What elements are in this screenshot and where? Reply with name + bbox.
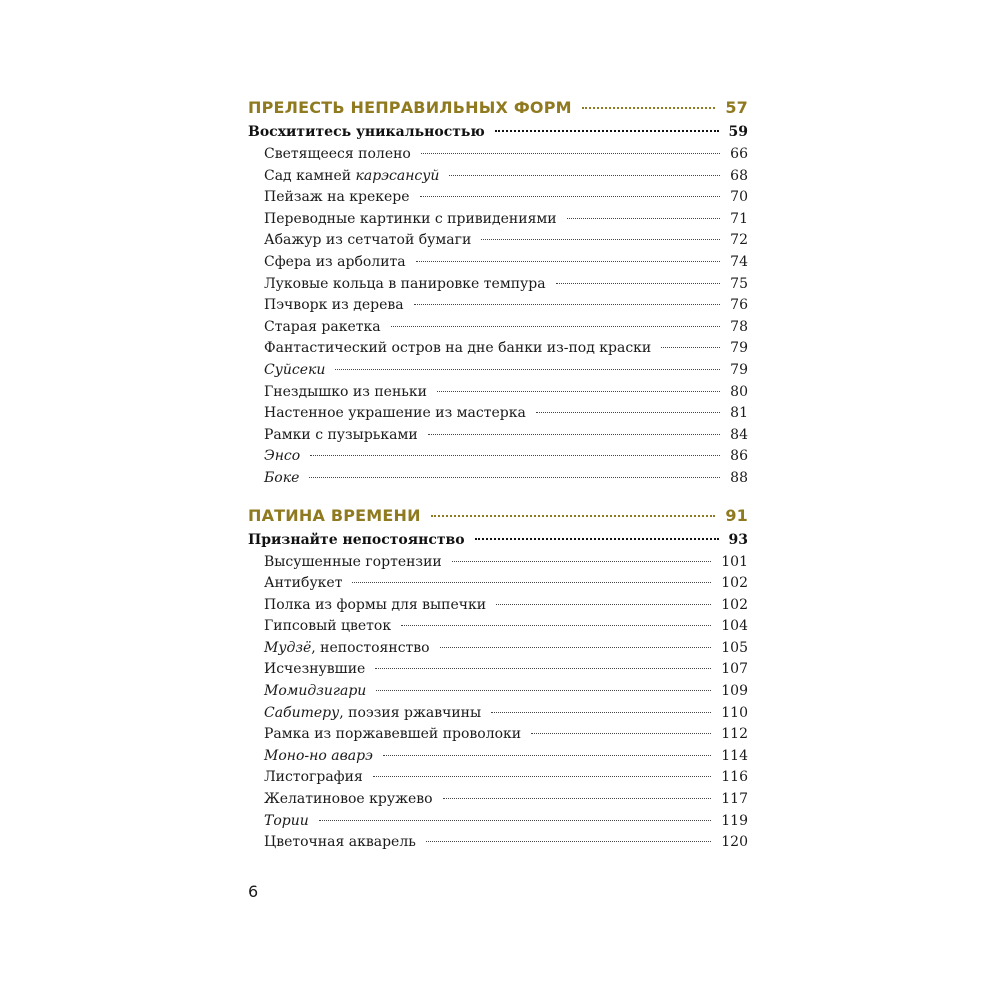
entry-page-number: 78 [730, 318, 748, 335]
toc-entry [248, 189, 748, 211]
dot-leader [582, 107, 716, 109]
entry-page-number: 105 [721, 639, 748, 656]
entry-title [264, 146, 411, 162]
entry-page-number: 66 [730, 146, 748, 162]
dot-leader [491, 712, 711, 713]
entry-title-part: Старая ракетка [264, 318, 381, 335]
toc-entry [248, 168, 748, 190]
entry-title [264, 575, 342, 591]
part-heading [248, 98, 748, 124]
entry-page-number: 110 [721, 704, 748, 721]
toc-entry [248, 448, 748, 470]
entry-title-part: Абажур из сетчатой бумаги [264, 232, 472, 249]
entry-title [264, 748, 373, 764]
toc-entry [248, 232, 748, 254]
dot-leader [495, 130, 719, 132]
toc-entry [248, 319, 748, 341]
entry-title-part: Луковые кольца в панировке темпура [264, 275, 546, 292]
chapter-title: Восхититесь уникальностью [248, 124, 485, 140]
dot-leader [661, 347, 720, 348]
entry-title [264, 554, 442, 570]
entry-page-number: 80 [730, 383, 748, 400]
entry-title [264, 232, 471, 248]
dot-leader [437, 391, 720, 392]
entry-title-part: Настенное украшение из мастерка [264, 405, 526, 422]
dot-leader [391, 326, 721, 327]
toc-entry [248, 340, 748, 362]
dot-leader [481, 239, 720, 240]
entry-title [264, 640, 430, 656]
entry-title [264, 319, 381, 335]
chapter-page-number: 93 [728, 531, 748, 548]
toc-entry [248, 146, 748, 168]
dot-leader [556, 283, 721, 284]
entry-title [264, 683, 366, 699]
dot-leader [335, 369, 720, 370]
entry-title [264, 597, 486, 613]
entry-page-number: 88 [730, 469, 748, 486]
part-page-number: 91 [725, 505, 748, 525]
part-heading [248, 506, 748, 532]
entry-page-number: 74 [730, 253, 748, 270]
entry-page-number: 71 [730, 210, 748, 227]
entry-title [264, 427, 418, 443]
entry-page-number: 70 [730, 189, 748, 206]
entry-title-part: Моно-но аварэ [264, 747, 373, 764]
entry-page-number: 102 [721, 596, 748, 613]
entry-page-number: 117 [721, 791, 748, 808]
chapter-page-number: 59 [728, 124, 748, 140]
dot-leader [440, 647, 712, 648]
dot-leader [536, 412, 720, 413]
toc-entry [248, 405, 748, 427]
entry-page-number: 101 [721, 553, 748, 570]
entry-title-part: Боке [264, 469, 300, 486]
toc-entry [248, 769, 748, 791]
table-of-contents [248, 98, 748, 856]
entry-title-part: Мудзё [264, 639, 312, 656]
entry-page-number: 104 [721, 618, 748, 635]
entry-title-part: Рамки с пузырьками [264, 426, 418, 443]
toc-entry [248, 254, 748, 276]
entry-title-part: Момидзигари [264, 683, 367, 700]
entry-title-part: , непостоянство [311, 639, 430, 656]
dot-leader [449, 175, 720, 176]
entry-page-number: 76 [730, 297, 748, 314]
entry-title-part: Антибукет [264, 575, 343, 592]
entry-title [264, 834, 416, 850]
chapter-title: Признайте непостоянство [248, 531, 465, 548]
toc-entry [248, 661, 748, 683]
entry-title-part: Тории [264, 812, 309, 829]
dot-leader [401, 625, 711, 626]
entry-title-part: Сабитеру [264, 704, 340, 721]
dot-leader [420, 196, 721, 197]
entry-title [264, 661, 365, 677]
entry-page-number: 86 [730, 448, 748, 465]
toc-entry [248, 276, 748, 298]
dot-leader [567, 218, 721, 219]
toc-entry [248, 427, 748, 449]
dot-leader [375, 668, 711, 669]
dot-leader [426, 841, 711, 842]
chapter-heading [248, 532, 748, 554]
toc-entry [248, 297, 748, 319]
dot-leader [319, 820, 712, 821]
entry-title-part: Суйсеки [264, 361, 326, 378]
entry-title [264, 340, 651, 356]
entry-title [264, 769, 363, 785]
entry-title [264, 791, 433, 807]
entry-title-part: Высушенные гортензии [264, 553, 442, 570]
entry-title [264, 448, 300, 464]
dot-leader [443, 798, 712, 799]
entry-title-part: Фантастический остров на дне банки из-под краски [264, 340, 652, 357]
entry-title-part: Энсо [264, 448, 301, 465]
entry-page-number: 107 [721, 661, 748, 678]
dot-leader [416, 261, 721, 262]
entry-page-number: 72 [730, 232, 748, 249]
dot-leader [414, 304, 721, 305]
entry-page-number: 84 [730, 426, 748, 443]
entry-title [264, 168, 439, 184]
toc-entry [248, 748, 748, 770]
entry-title [264, 726, 521, 742]
dot-leader [352, 582, 711, 583]
dot-leader [475, 538, 719, 540]
toc-entry [248, 813, 748, 835]
dot-leader [496, 604, 711, 605]
dot-leader [376, 690, 711, 691]
part-page-number: 57 [725, 98, 748, 117]
entry-title-part: Пэчворк из дерева [264, 297, 404, 314]
entry-title-part: Исчезнувшие [264, 661, 366, 678]
entry-title [264, 297, 404, 313]
part-title: ПАТИНА ВРЕМЕНИ [248, 505, 421, 525]
entry-page-number: 120 [721, 834, 748, 851]
entry-page-number: 68 [730, 167, 748, 184]
entry-page-number: 79 [730, 340, 748, 357]
entry-page-number: 102 [721, 575, 748, 592]
entry-page-number: 114 [721, 747, 748, 764]
toc-entry [248, 640, 748, 662]
dot-leader [309, 477, 720, 478]
dot-leader [373, 776, 711, 777]
toc-entry [248, 470, 748, 492]
dot-leader [452, 561, 712, 562]
dot-leader [310, 455, 720, 456]
entry-title [264, 276, 546, 292]
entry-title [264, 705, 481, 721]
entry-title-part: Желатиновое кружево [264, 791, 433, 808]
toc-entry [248, 618, 748, 640]
entry-page-number: 79 [730, 361, 748, 378]
entry-title [264, 405, 526, 421]
toc-entry [248, 834, 748, 856]
entry-page-number: 81 [730, 405, 748, 422]
entry-title [264, 254, 406, 270]
entry-title-part: Светящееся полено [264, 146, 411, 162]
entry-title-part: Листография [264, 769, 363, 786]
part-title: ПРЕЛЕСТЬ НЕПРАВИЛЬНЫХ ФОРМ [248, 98, 572, 117]
toc-entry [248, 384, 748, 406]
entry-title-part: Рамка из поржавевшей проволоки [264, 726, 522, 743]
entry-title-part: Цветочная акварель [264, 834, 416, 851]
entry-title [264, 618, 391, 634]
entry-title-part: Переводные картинки с привидениями [264, 210, 557, 227]
entry-page-number: 116 [721, 769, 748, 786]
dot-leader [421, 153, 720, 154]
dot-leader [531, 733, 711, 734]
toc-entry [248, 575, 748, 597]
entry-title [264, 813, 309, 829]
dot-leader [383, 755, 711, 756]
entry-title [264, 362, 325, 378]
toc-entry [248, 362, 748, 384]
entry-title-part: Пейзаж на крекере [264, 189, 410, 206]
entry-title-part: , поэзия ржавчины [339, 704, 482, 721]
entry-title [264, 189, 410, 205]
entry-title [264, 384, 427, 400]
entry-page-number: 109 [721, 683, 748, 700]
dot-leader [431, 515, 716, 517]
entry-title [264, 470, 299, 486]
section-spacer [248, 492, 748, 506]
toc-entry [248, 554, 748, 576]
page-number: 6 [248, 882, 259, 901]
entry-title-part: карэсансуй [355, 167, 440, 184]
toc-entry [248, 683, 748, 705]
chapter-heading [248, 124, 748, 146]
dot-leader [428, 434, 720, 435]
toc-entry [248, 705, 748, 727]
toc-entry [248, 726, 748, 748]
toc-entry [248, 791, 748, 813]
entry-title-part: Гипсовый цветок [264, 618, 392, 635]
entry-title-part: Полка из формы для выпечки [264, 596, 487, 613]
entry-page-number: 119 [721, 812, 748, 829]
entry-title-part: Сад камней [264, 167, 356, 184]
toc-entry [248, 597, 748, 619]
entry-title-part: Гнездышко из пеньки [264, 383, 427, 400]
toc-entry [248, 211, 748, 233]
entry-page-number: 75 [730, 275, 748, 292]
entry-title-part: Сфера из арболита [264, 253, 406, 270]
entry-title [264, 211, 557, 227]
entry-page-number: 112 [721, 726, 748, 743]
